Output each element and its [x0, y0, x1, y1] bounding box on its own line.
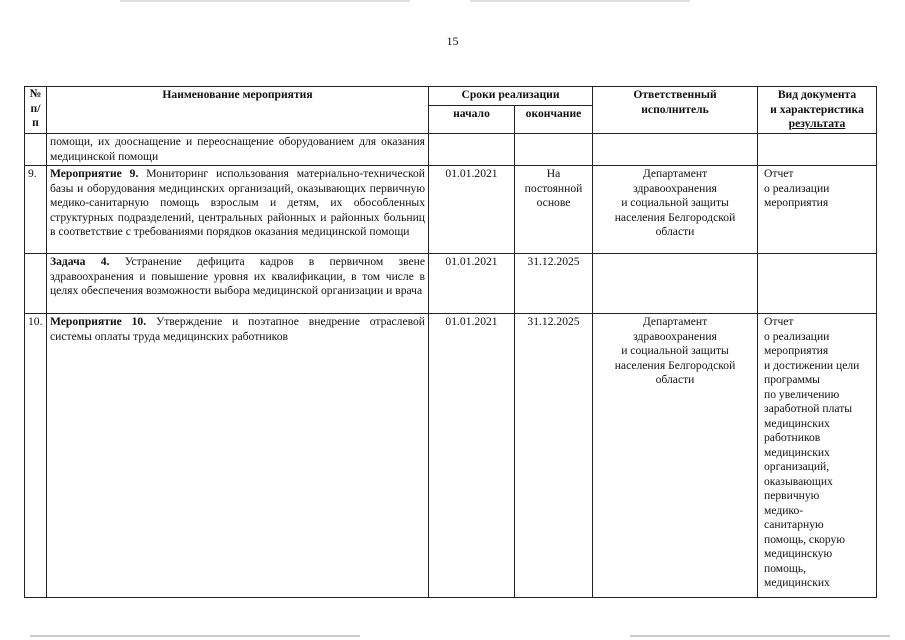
task-label: Задача 4. — [50, 255, 110, 268]
cell-name: Задача 4. Устранение дефицита кадров в первичном звене здравоохранения и повышение уровня их квалификации, в том числе в целях обеспечения возможности выбора медицинской организации и врача — [47, 254, 429, 314]
cell-responsible: Департамент здравоохранения и социальной защиты населения Белгородской области — [593, 314, 758, 598]
measures-table — [24, 86, 877, 598]
cell-responsible — [593, 254, 758, 314]
measure-label: Мероприятие 10. — [50, 315, 147, 328]
scan-top-edge — [470, 0, 690, 2]
cell-name: Мероприятие 9. Мониторинг использования материально-технической базы и оборудования медицинских организаций, оказывающих первичную медико-санитарную помощь взрослым и детям, их обособленных структурных подразделений, центральных районных и районных больниц в соответствие с требованиями порядков оказания медицинской помощи — [47, 166, 429, 254]
header-doc-type-last: результата — [788, 117, 846, 130]
cell-end: 31.12.2025 — [515, 314, 593, 598]
header-end: окончание — [515, 106, 593, 134]
table-row-task-4 — [25, 254, 877, 314]
scan-bottom-edge — [30, 635, 360, 637]
header-responsible: Ответственный исполнитель — [593, 87, 758, 134]
table-row-continuation — [25, 134, 877, 166]
header-num: № п/п — [25, 87, 47, 134]
scan-bottom-edge — [630, 635, 890, 637]
cell-start — [429, 134, 515, 166]
cell-responsible — [593, 134, 758, 166]
cell-num — [25, 254, 47, 314]
cell-result: Отчет о реализации мероприятия — [758, 166, 877, 254]
cell-result — [758, 134, 877, 166]
header-name: Наименование мероприятия — [47, 87, 429, 134]
page-number: 15 — [446, 34, 459, 48]
cell-name: помощи, их дооснащение и переоснащение оборудованием для оказания медицинской помощи — [47, 134, 429, 166]
cell-num: 10. — [25, 314, 47, 598]
cell-name: Мероприятие 10. Утверждение и поэтапное внедрение отраслевой системы оплаты труда медицинских работников — [47, 314, 429, 598]
cell-result — [758, 254, 877, 314]
table-row-measure-9 — [25, 166, 877, 254]
header-doc-type: Вид документа и характеристика результата — [758, 87, 877, 134]
cell-result: Отчет о реализации мероприятия и достижении цели программы по увеличению заработной платы медицинских работников медицинских организаций, оказывающих первичную медико- санитарную помощь, скорую медицинскую помощь, медицинских — [758, 314, 877, 598]
cell-start: 01.01.2021 — [429, 314, 515, 598]
header-terms: Сроки реализации — [429, 87, 593, 106]
header-start: начало — [429, 106, 515, 134]
measure-label: Мероприятие 9. — [50, 167, 139, 180]
table-row-measure-10 — [25, 314, 877, 598]
cell-num: 9. — [25, 166, 47, 254]
cell-responsible: Департамент здравоохранения и социальной защиты населения Белгородской области — [593, 166, 758, 254]
cell-start: 01.01.2021 — [429, 254, 515, 314]
scan-top-edge — [120, 0, 410, 2]
cell-start: 01.01.2021 — [429, 166, 515, 254]
cell-num — [25, 134, 47, 166]
cell-end: 31.12.2025 — [515, 254, 593, 314]
cell-end: На постоянной основе — [515, 166, 593, 254]
cell-end — [515, 134, 593, 166]
